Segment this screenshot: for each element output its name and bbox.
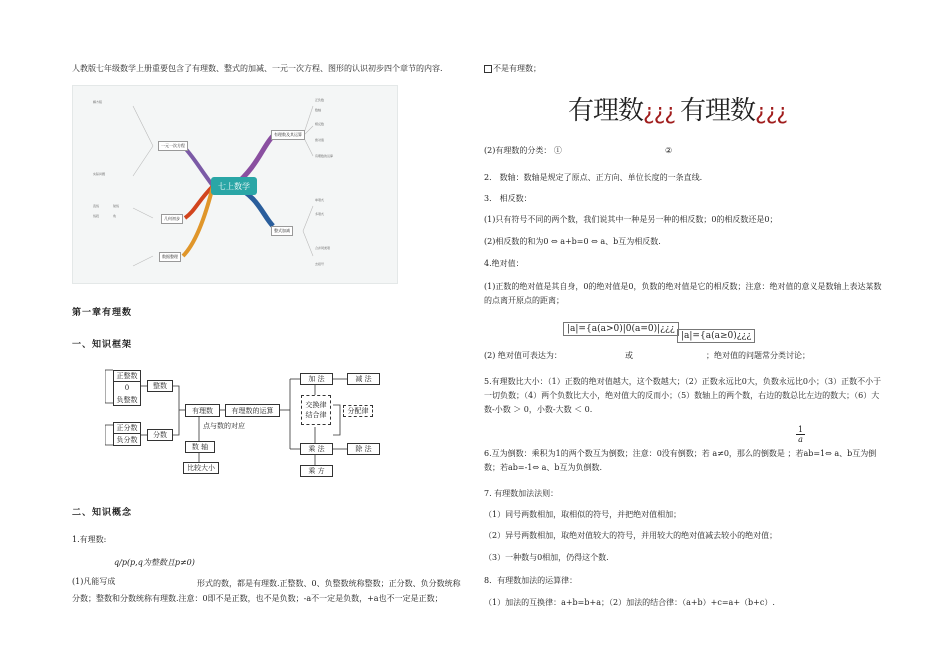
not-rational <box>484 63 541 74</box>
box-add <box>300 373 333 385</box>
box-label: 比较大小 <box>187 464 215 472</box>
box-zero <box>113 382 141 394</box>
box-fraction <box>147 429 173 441</box>
box-label: 有理数的运算 <box>231 406 274 415</box>
mindmap-leaf: 实际问题 <box>93 172 106 176</box>
mindmap-leaf: 解方程 <box>93 100 103 104</box>
addition-c: （3）一种数与0相加，仍得这个数. <box>484 553 609 562</box>
garbled-heading-1 <box>568 90 675 127</box>
box-label: 乘 法 <box>308 445 325 453</box>
box-compare <box>183 462 219 474</box>
mindmap-leaf: 射线 <box>113 204 120 208</box>
mindmap-center: 七上数学 <box>211 177 257 195</box>
law-associative: 结合律 <box>305 411 327 419</box>
abs-heading: 4.绝对值： <box>484 259 524 268</box>
concept-text-b: 形式的数，都是有理数.正整数、0、负整数统称整数；正分数、负分数统称分数；整数和分数统称有理数.注意：0即不是正数，也不是负数；-a不一定是负数，+a也不一定是正数； <box>72 579 461 603</box>
point-number-correspondence: 点与数的对应 <box>203 422 245 430</box>
mindmap-image <box>72 85 398 284</box>
formula-text: |a|={a(a≥0)¿¿¿ <box>681 331 752 341</box>
mindmap-leaf: 线段 <box>93 214 100 218</box>
section-heading: 一、知识框架 <box>72 340 133 350</box>
rational-formula: q/p(p,q为整数且p≠0) <box>114 558 195 567</box>
mindmap-leaf: 多项式 <box>315 212 325 216</box>
mindmap-leaf: 绝对值 <box>315 138 325 142</box>
box-label: 0 <box>124 384 130 392</box>
garbled-symbols: ¿¿¿ <box>755 100 788 125</box>
big-text: 有理数 <box>568 96 644 126</box>
mindmap-leaf: 数轴 <box>315 108 322 112</box>
box-positive-fraction <box>113 422 141 434</box>
abs-formula-1 <box>563 322 679 336</box>
box-subtract <box>347 373 380 385</box>
mindmap-branch: 数据整理 <box>159 252 181 262</box>
mindmap-leaf: 去括号 <box>315 262 325 266</box>
box-label: 整数 <box>153 382 167 390</box>
box-label: 负整数 <box>116 395 138 404</box>
classification: (2)有理数的分类： ① <box>484 146 562 155</box>
mindmap-leaf: 相反数 <box>315 122 325 126</box>
addition-laws-heading: 8．有理数加法的运算律： <box>484 576 578 585</box>
abs-b-a: (2) 绝对值可表达为： <box>484 351 562 360</box>
box-divide <box>347 443 380 455</box>
box-distributive <box>343 405 373 417</box>
box-label: 负分数 <box>116 435 138 444</box>
mindmap-leaf: 合并同类项 <box>315 246 331 250</box>
box-operations <box>225 404 280 417</box>
garbled-symbols: ¿¿¿ <box>643 100 676 125</box>
box-rational <box>185 404 220 417</box>
abs-b-c: ；绝对值的问题常分类讨论； <box>706 351 810 360</box>
mindmap-leaf: 直线 <box>93 204 100 208</box>
abs-formula-2 <box>677 329 755 343</box>
concept-text-a: (1)凡能写成 <box>72 577 116 586</box>
mindmap-branch: 一元一次方程 <box>158 141 188 151</box>
box-label: 正分数 <box>116 424 138 432</box>
addition-laws: （1）加法的互换律：a+b=b+a；（2）加法的结合律：（a+b）+c=a+（b+c）. <box>484 598 775 607</box>
box-label: 分配律 <box>347 407 369 415</box>
fraction-denominator: a <box>798 435 803 444</box>
box-negative-integer <box>113 394 141 406</box>
circle-two: ② <box>665 146 673 155</box>
box-label: 分数 <box>153 431 167 439</box>
box-laws <box>301 395 331 425</box>
mindmap-leaf: 正负数 <box>315 98 325 102</box>
box-label: 加 法 <box>308 375 325 383</box>
box-power <box>300 465 333 477</box>
addition-heading: 7. 有理数加法法则： <box>484 489 559 498</box>
garbled-heading-2 <box>680 90 787 127</box>
not-rational-text: 不是有理数； <box>493 64 541 73</box>
fraction-numerator: 1 <box>798 425 804 434</box>
reciprocal-fraction <box>796 425 805 444</box>
formula-text: |a|={a(a>0)|0(a=0)|¿¿¿ <box>567 324 675 334</box>
opposite-a: (1)只有符号不同的两个数，我们说其中一种是另一种的相反数；0的相反数还是0； <box>484 215 778 224</box>
concept-title: 1.有理数: <box>72 535 107 544</box>
box-multiply <box>300 443 333 455</box>
box-label: 有理数 <box>192 406 213 415</box>
box-positive-integer <box>113 370 141 382</box>
opposite-b: (2)相反数的和为0 ⇔ a+b=0 ⇔ a、b互为相反数. <box>484 237 661 246</box>
box-label: 乘 方 <box>308 467 325 475</box>
mindmap-branch: 有理数及其运算 <box>271 130 305 140</box>
box-number-line <box>185 441 215 453</box>
mindmap-branch: 几何初步 <box>161 214 183 224</box>
abs-a: (1)正数的绝对值是其自身，0的绝对值是0，负数的绝对值是它的相反数；注意：绝对值的意义是数轴上表达某数的点离开原点的距离； <box>484 282 882 305</box>
box-label: 正整数 <box>116 372 138 380</box>
addition-b: （2）异号两数相加，取绝对值较大的符号，并用较大的绝对值减去较小的绝对值； <box>484 531 778 540</box>
law-commutative: 交换律 <box>305 401 327 409</box>
chapter-title: 第一章有理数 <box>72 308 133 318</box>
opposite-heading: 3． 相反数： <box>484 194 532 203</box>
box-label: 数 轴 <box>191 443 209 451</box>
big-text: 有理数 <box>680 96 756 126</box>
section-heading: 二、知识概念 <box>72 508 133 518</box>
box-negative-fraction <box>113 434 141 446</box>
compare-rules: 5.有理数比大小：（1）正数的绝对值越大，这个数越大；（2）正数永远比0大，负数永远比0小；（3）正数不小于一切负数；（4）两个负数比大小，绝对值大的反而小；（5）数轴上的两个数，右边的数总比左边的数大；（6）大数-小数 ＞ 0，小数-大数 ＜ 0. <box>484 377 882 414</box>
abs-b-b: 或 <box>625 351 633 360</box>
mindmap-leaf: 有理数的运算 <box>315 154 334 158</box>
mindmap-branch: 整式加减 <box>271 226 293 236</box>
reciprocal-rules: 6.互为倒数：乘积为1的两个数互为倒数；注意：0没有倒数；若 a≠0，那么的倒数是 ；若ab=1⇔ a、b互为倒数；若ab=-1⇔ a、b互为负倒数. <box>484 449 877 472</box>
box-label: 减 法 <box>355 375 372 383</box>
mindmap-leaf: 角 <box>113 214 117 218</box>
addition-a: （1）同号两数相加，取相似的符号，并把绝对值相加； <box>484 510 682 519</box>
intro-text: 人教版七年级数学上册重要包含了有理数、整式的加减、一元一次方程、图形的认识初步四个章节的内容. <box>72 64 443 73</box>
box-label: 除 法 <box>355 445 372 453</box>
framework-diagram <box>105 365 395 480</box>
box-integer <box>147 380 173 392</box>
checkbox-icon <box>484 65 492 73</box>
mindmap-leaf: 单项式 <box>315 198 325 202</box>
number-line-def: 2． 数轴：数轴是规定了原点、正方向、单位长度的一条直线. <box>484 173 703 182</box>
